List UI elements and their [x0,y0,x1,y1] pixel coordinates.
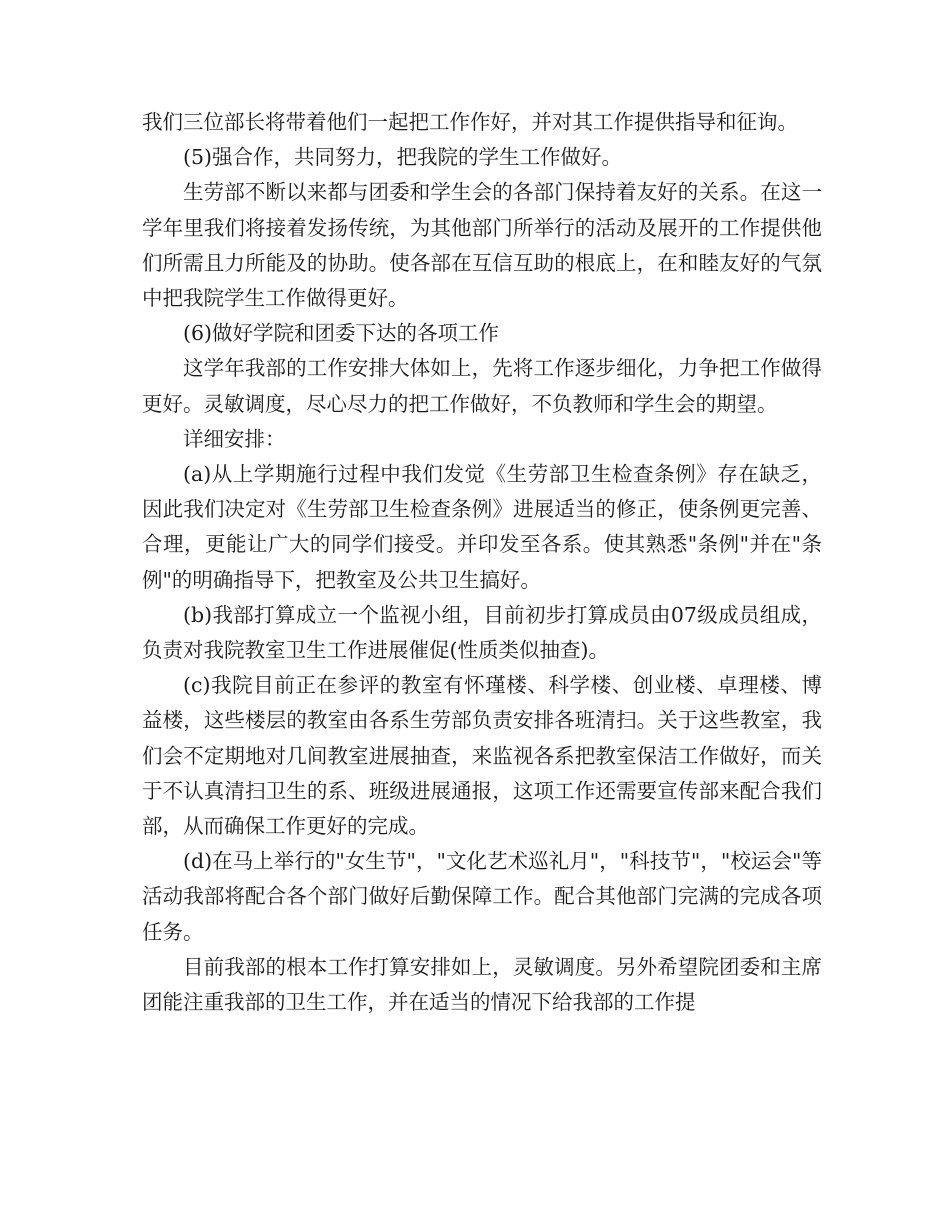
paragraph-item-6: (6)做好学院和团委下达的各项工作 [183,321,500,346]
paragraph-detail-heading: 详细安排： [183,426,286,451]
paragraph-cooperation: 生劳部不断以来都与团委和学生会的各部门保持着友好的关系。在这一学年里我们将接着发扬传统，为其他部门所举行的活动及展开的工作提供他们所需且力所能及的协助。使各部在互信互助的根底上，在和睦友好的气氛中把我院学生工作做得更好。 [142,180,822,311]
paragraph-item-d: (d)在马上举行的"女生节"，"文化艺术巡礼月"，"科技节"，"校运会"等活动我部将配合各个部门做好后勤保障工作。配合其他部门完满的完成各项任务。 [142,849,822,944]
paragraph-continuation: 我们三位部长将带着他们一起把工作作好，并对其工作提供指导和征询。 [142,110,798,134]
paragraph-item-b: (b)我部打算成立一个监视小组，目前初步打算成员由07级成员组成，负责对我院教室卫生工作进展催促(性质类似抽查)。 [142,602,822,663]
paragraph-item-c: (c)我院目前正在参评的教室有怀瑾楼、科学楼、创业楼、卓理楼、博益楼，这些楼层的教室由各系生劳部负责安排各班清扫。关于这些教室，我们会不定期地对几间教室进展抽查，来监视各系把教室保洁工作做好，而关于不认真清扫卫生的系、班级进展通报，这项工作还需要宣传部来配合我们部，从而确保工作更好的完成。 [142,673,822,839]
paragraph-closing: 目前我部的根本工作打算安排如上，灵敏调度。另外希望院团委和主席团能注重我部的卫生工作，并在适当的情况下给我部的工作提 [142,954,822,1015]
paragraph-item-5: (5)强合作，共同努力，把我院的学生工作做好。 [183,145,623,170]
document-body [142,105,822,1020]
paragraph-summary: 这学年我部的工作安排大体如上，先将工作逐步细化，力争把工作做得更好。灵敏调度，尽心尽力的把工作做好，不负教师和学生会的期望。 [142,356,822,416]
paragraph-item-a: (a)从上学期施行过程中我们发觉《生劳部卫生检查条例》存在缺乏，因此我们决定对《生劳部卫生检查条例》进展适当的修正，使条例更完善、合理，更能让广大的同学们接受。并印发至各系。使其熟悉"条例"并在"条例"的明确指导下，把教室及公共卫生搞好。 [142,462,822,592]
